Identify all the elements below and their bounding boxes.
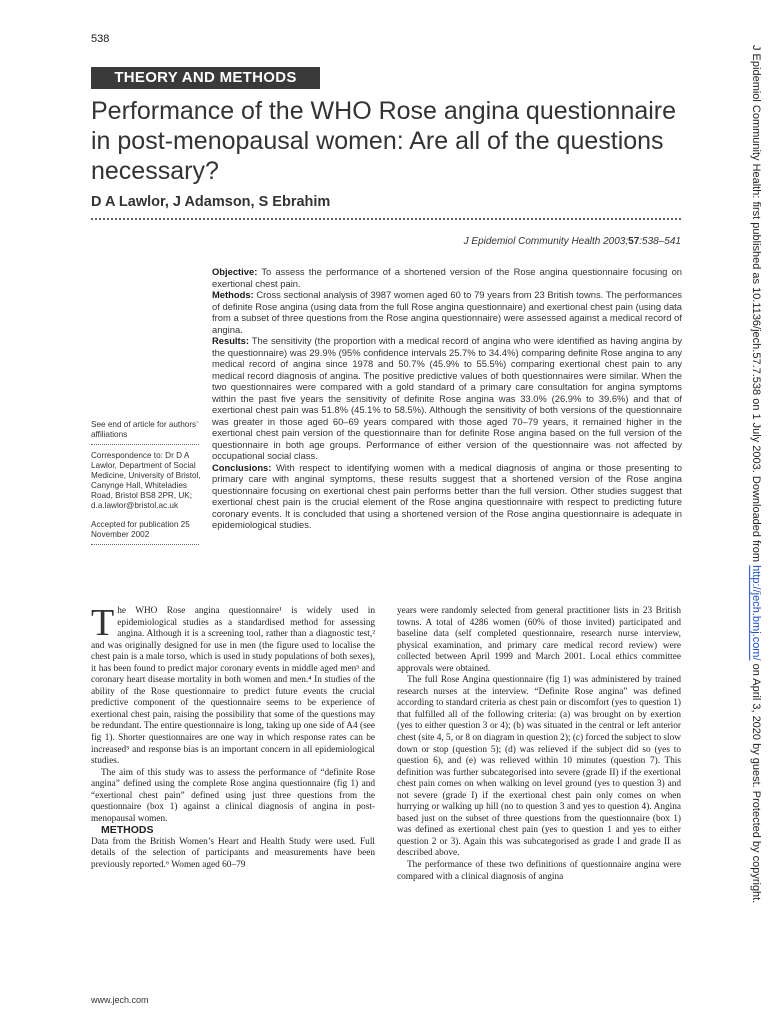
conclusions-label: Conclusions: xyxy=(212,461,272,473)
sidebar-notes xyxy=(91,420,204,551)
questionnaire-paragraph: The full Rose Angina questionnaire (fig 1) was administered by trained research nurses at the interview. “Definite Rose angina” was defined according to standard criteria as chest pain or discomfort (yes to question 1) that fulfilled all of the following criteria: (a) was brought on by exertion (yes to either question 3 or 4); (b) was situated in the central or left anterior chest (site 4, 5, or 8 on diagram in question 2); (c) forced the subject to slow down or stop (question 5); (d) was relieved if the subject did so (yes to question 6), and (e) was relieved within 10 minutes (question 7). This definition was further subcategorised into severe (grade II) if the exertional chest pain comes on when walking on level ground (yes to question 3) and not severe (grade I) if the exertional chest pain only comes on when hurrying or walking up hill (no to question 3 and yes to question 4). Angina based just on the subset of three questions from the questionnaire (box 1) was defined as exertional chest pain (yes to question 1 and yes to either question 2 or 3). Again this was subcategorised as grade I and grade II as described above. xyxy=(397,675,681,859)
intro-paragraph xyxy=(91,602,375,768)
citation-pages: :538–541 xyxy=(639,236,681,247)
objective-text: To assess the performance of a shortened version of the Rose angina questionnaire focusing on exertional chest pain. xyxy=(212,266,682,289)
notice-text-before: J Epidemiol Community Health: first published as 10.1136/jech.57.7.538 on 1 July 2003. Downloaded from xyxy=(750,45,762,566)
correspondence-note: Correspondence to: Dr D A Lawlor, Department of Social Medicine, University of Bristol, Canynge Hall, Whiteladies Road, Bristol BS8 2PR, UK; d.a.lawlor@bristol.ac.uk xyxy=(91,451,201,510)
drop-cap: T xyxy=(91,602,115,644)
notice-text-after: on April 3, 2020 by guest. Protected by copyright. xyxy=(750,660,762,904)
dotted-divider xyxy=(91,218,681,220)
vertical-download-notice xyxy=(750,45,762,903)
citation-line xyxy=(91,236,681,247)
author-list: D A Lawlor, J Adamson, S Ebrahim xyxy=(91,194,331,210)
abstract-results xyxy=(212,335,682,462)
notice-link[interactable]: http://jech.bmj.com/ xyxy=(750,565,762,661)
body-column-right xyxy=(397,606,681,883)
section-tag: THEORY AND METHODS xyxy=(91,67,320,89)
abstract xyxy=(212,266,682,531)
aim-paragraph: The aim of this study was to assess the performance of “definite Rose angina” defined using the complete Rose angina questionnaire (fig 1) and “exertional chest pain” defined using just three questions from the questionnaire (box 1) against a clinical diagnosis of angina in post-menopausal women. xyxy=(91,767,375,824)
comparison-paragraph: The performance of these two definitions of questionnaire angina were compared with a clinical diagnosis of angina xyxy=(397,860,681,882)
results-text: The sensitivity (the proportion with a medical record of angina who were identified as having angina by the questionnaire) was 29.9% (95% confidence intervals 25.7% to 34.4%) comparing definite Rose angina to any medical record of angina since 1978 and 50.7% (45.9% to 55.5%) comparing exertional chest pain to any medical record diagnosis of angina. The positive predictive values of both questionnaires were similar. When the two questionnaires were compared with a gold standard of a primary care consultation for angina symptoms within the past five years the sensitivity of definite Rose angina was 33.0% (26.9% to 39.6%) and that of exertional chest pain was 51.8% (45.1% to 58.5%). Although the sensitivity of both versions of the questionnaire was greater in those aged 60–69 years compared with those aged 70–79 years, it remained higher in the exertional chest pain version of the questionnaire than for definite Rose angina based on the full version of the questionnaire in both age groups. Performance of either version of the questionnaire was not affected by occupational social class. xyxy=(212,335,682,461)
body-column-left xyxy=(91,602,375,872)
sidebar-divider-bottom xyxy=(91,544,199,545)
page-number: 538 xyxy=(91,33,110,45)
intro-text: he WHO Rose angina questionnaire¹ is widely used in epidemiological studies as a standardised method for assessing angina. Although it is a screening tool, rather than a diagnostic test,² and was originally designed for use in men (the figure used to localise the chest pain is a male torso, which is used in study populations of both sexes), it has been found to predict major coronary events in middle aged men³ and coronary heart disease mortality in both women and men.⁴ In studies of the ability of the Rose questionnaire to predict future events the crucial predictive component of the questionnaire seems to be experience of exertional chest pain, raising the possibility that some of the questions may be redundant. The entire questionnaire is long, taking up one side of A4 (see fig 1). Shorter questionnaires are one way in which response rates can be increased⁵ and response bias is an important concern in all epidemiological studies. xyxy=(91,606,375,767)
journal-url-footer[interactable]: www.jech.com xyxy=(91,995,149,1005)
affiliation-note: See end of article for authors’ affiliations xyxy=(91,420,198,439)
citation-volume: 57 xyxy=(628,236,640,247)
article-title: Performance of the WHO Rose angina questionnaire in post-menopausal women: Are all of the questions necessary? xyxy=(91,97,677,185)
citation-journal: J Epidemiol Community Health xyxy=(463,236,601,247)
methods-heading: METHODS xyxy=(101,824,154,837)
sidebar-divider xyxy=(91,444,199,445)
abstract-methods xyxy=(212,289,682,335)
abstract-conclusions xyxy=(212,462,682,531)
methods-text: Cross sectional analysis of 3987 women aged 60 to 79 years from 23 British towns. The performances of definite Rose angina (using data from the full Rose angina questionnaire) and exertional chest pain (using data from a subset of three questions from the Rose angina questionnaire) were assessed against a medical record of angina. xyxy=(212,289,682,335)
conclusions-text: With respect to identifying women with a medical diagnosis of angina or those presenting to primary care with anginal symptoms, these results suggest that a shortened version of the Rose angina questionnaire focusing on exertional chest pain performs better than the full version. Other studies suggest that exertional chest pain is the crucial element of the Rose angina questionnaire with respect to predicting future coronary events. It is concluded that using a shortened version of the Rose angina questionnaire is adequate in epidemiological studies. xyxy=(212,461,682,530)
methods-label: Methods: xyxy=(212,289,254,300)
participants-paragraph: years were randomly selected from general practitioner lists in 23 British towns. A total of 4286 women (60% of those invited) participated and baseline data (self completed questionnaire, research nurse interview, physical examination, and primary care medical record review) were collected between April 1999 and March 2001. Local ethics committee approvals were obtained. xyxy=(397,606,681,674)
results-label: Results: xyxy=(212,335,249,346)
objective-label: Objective: xyxy=(212,266,258,277)
methods-paragraph: Data from the British Women’s Heart and Health Study were used. Full details of the selection of participants and measurements have been previously reported.⁶ Women aged 60–79 xyxy=(91,836,375,871)
abstract-objective xyxy=(212,266,682,289)
accepted-note: Accepted for publication 25 November 2002 xyxy=(91,520,190,539)
citation-year: 2003; xyxy=(600,236,629,247)
